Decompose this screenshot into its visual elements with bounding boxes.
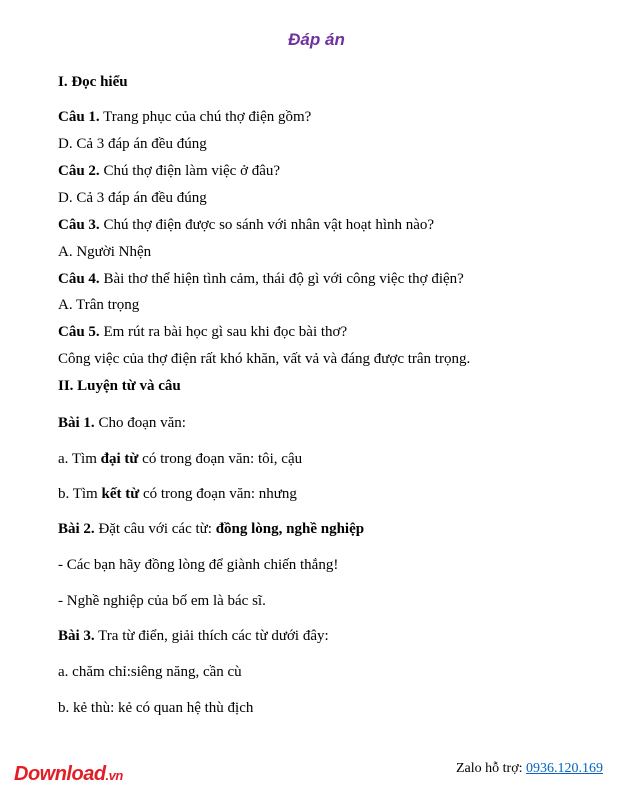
text: a. Tìm: [58, 451, 101, 467]
question-label: Câu 5.: [58, 324, 100, 340]
exercise-2: [58, 520, 364, 538]
question-text: Chú thợ điện làm việc ở đâu?: [99, 163, 281, 179]
question-text: Em rút ra bài học gì sau khi đọc bài thơ?: [99, 324, 348, 340]
question-2: [58, 162, 280, 180]
logo-suffix: .vn: [105, 768, 123, 783]
exercise-text: Tra từ điển, giải thích các từ dưới đây:: [94, 628, 329, 644]
section-heading-luyen-tu: II. Luyện từ và câu: [58, 378, 181, 394]
text: có trong đoạn văn: nhưng: [139, 486, 297, 502]
question-3: [58, 216, 434, 234]
question-1: [58, 108, 311, 126]
exercise-1-b: [58, 485, 297, 503]
section-heading-doc-hieu: I. Đọc hiểu: [58, 74, 128, 90]
exercise-label: Bài 1.: [58, 415, 95, 431]
exercise-1-a: [58, 450, 302, 468]
zalo-phone-link[interactable]: 0936.120.169: [526, 761, 603, 776]
exercise-3-b: b. kẻ thù: kẻ có quan hệ thù địch: [58, 700, 254, 716]
exercise-1: [58, 414, 186, 432]
text: có trong đoạn văn: tôi, cậu: [138, 451, 303, 467]
zalo-support: [456, 761, 603, 777]
exercise-label: Bài 3.: [58, 628, 95, 644]
exercise-2-sentence-1: - Các bạn hãy đồng lòng để giành chiến thắng!: [58, 557, 339, 573]
question-4: [58, 270, 464, 288]
question-label: Câu 3.: [58, 217, 100, 233]
exercise-text: Cho đoạn văn:: [94, 415, 186, 431]
text: b. Tìm: [58, 486, 102, 502]
answer-5: Công việc của thợ điện rất khó khăn, vất vả và đáng được trân trọng.: [58, 351, 471, 367]
question-label: Câu 4.: [58, 271, 100, 287]
question-text: Trang phục của chú thợ điện gồm?: [99, 109, 312, 125]
answer-3: A. Người Nhện: [58, 244, 152, 260]
exercise-text: Đặt câu với các từ:: [94, 521, 216, 537]
exercise-3-a: a. chăm chỉ:siêng năng, cần cù: [58, 664, 242, 680]
question-label: Câu 1.: [58, 109, 100, 125]
answer-4: A. Trân trọng: [58, 297, 140, 313]
exercise-3: [58, 627, 329, 645]
text-bold: đại từ: [100, 451, 139, 467]
question-text: Chú thợ điện được so sánh với nhân vật hoạt hình nào?: [99, 217, 435, 233]
logo-text: Download: [14, 763, 106, 785]
question-5: [58, 323, 347, 341]
question-text: Bài thơ thể hiện tình cảm, thái độ gì với công việc thợ điện?: [99, 271, 464, 287]
zalo-label: Zalo hỗ trợ:: [456, 761, 526, 776]
question-label: Câu 2.: [58, 163, 100, 179]
download-logo[interactable]: [14, 763, 123, 786]
text-bold: kết từ: [101, 486, 140, 502]
page-title: Đáp án: [288, 30, 345, 49]
answer-2: D. Cả 3 đáp án đều đúng: [58, 190, 207, 206]
answer-1: D. Cả 3 đáp án đều đúng: [58, 136, 207, 152]
exercise-bold-words: đồng lòng, nghề nghiệp: [215, 521, 365, 537]
exercise-2-sentence-2: - Nghề nghiệp của bố em là bác sĩ.: [58, 593, 266, 609]
exercise-label: Bài 2.: [58, 521, 95, 537]
